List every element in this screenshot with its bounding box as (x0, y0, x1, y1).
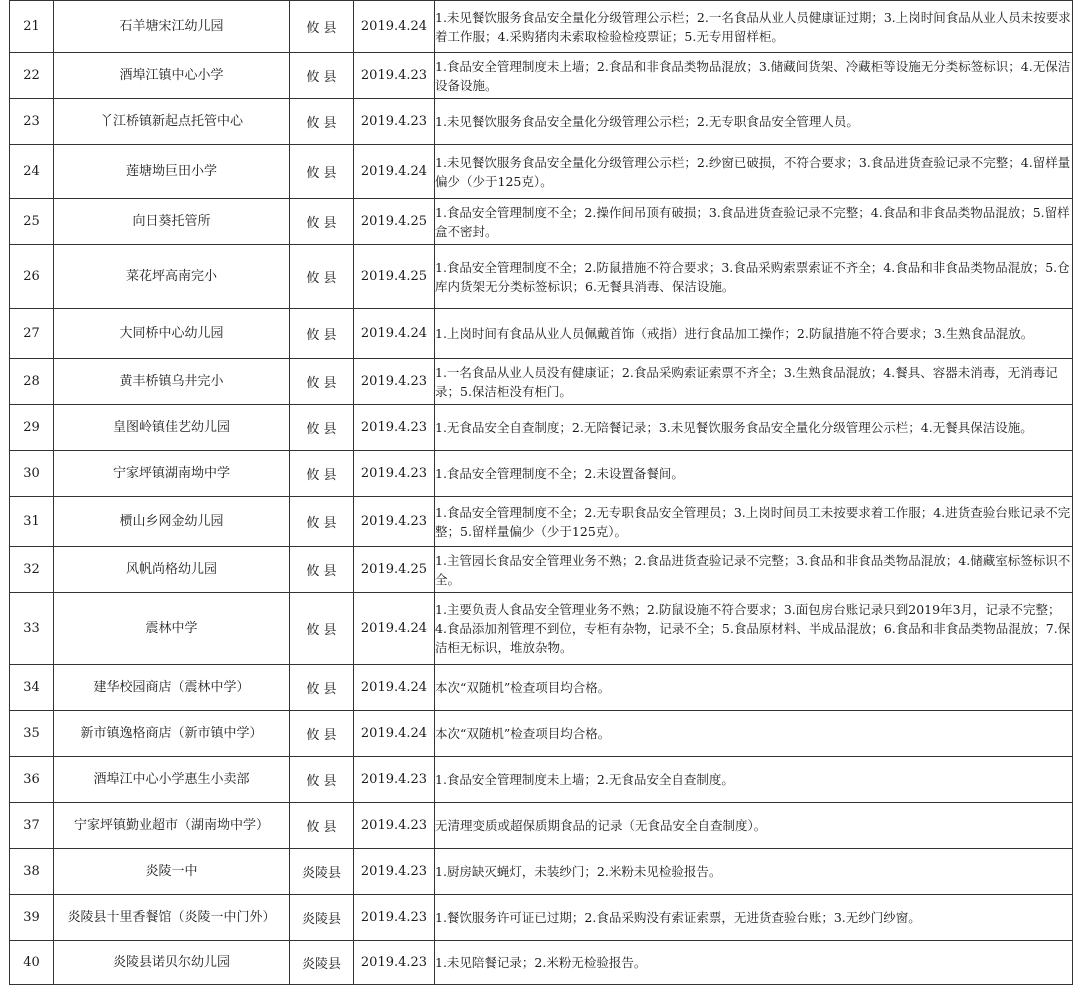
unit-name: 槚山乡网金幼儿园 (119, 513, 224, 529)
issues-text: 1.食品安全管理制度不全；2.未设置备餐间。 (435, 466, 684, 481)
table-row (10, 53, 1073, 99)
row-number-cell (10, 359, 54, 405)
unit-name: 向日葵托管所 (132, 213, 211, 229)
county-cell (290, 941, 354, 985)
table-row (10, 145, 1073, 199)
inspection-date-cell (354, 309, 435, 359)
unit-name-cell (54, 145, 290, 199)
inspection-date-cell (354, 895, 435, 941)
inspection-date: 2019.4.25 (360, 562, 428, 577)
inspection-date-cell (354, 359, 435, 405)
issues-text-cell (435, 145, 1073, 199)
table-row (10, 941, 1073, 985)
issues-text-cell (435, 1, 1073, 53)
unit-name-cell (54, 245, 290, 309)
issues-text: 1.一名食品从业人员没有健康证；2.食品采购索证索票不齐全；3.生熟食品混放；4.餐具、容器未消毒，无消毒记录；5.保洁柜没有柜门。 (435, 364, 1058, 399)
inspection-date-cell (354, 849, 435, 895)
unit-name: 丫江桥镇新起点托管中心 (99, 113, 243, 129)
county-cell (290, 547, 354, 593)
issues-text: 1.主要负责人食品安全管理业务不熟；2.防鼠设施不符合要求；3.面包房台账记录只到2019年3月，记录不完整；4.食品添加剂管理不到位，专柜有杂物，记录不全；5.食品原材料、半成品混放；6.食品和非食品类物品混放；7.保洁柜无标识，堆放杂物。 (435, 602, 1071, 655)
row-number: 37 (23, 818, 40, 833)
issues-text-cell (435, 199, 1073, 245)
row-number: 36 (23, 772, 40, 787)
unit-name-cell (54, 405, 290, 451)
table-row (10, 199, 1073, 245)
county: 攸 县 (306, 166, 337, 181)
unit-name-cell (54, 359, 290, 405)
unit-name: 酒埠江镇中心小学 (119, 67, 224, 83)
row-number-cell (10, 941, 54, 985)
issues-text-cell (435, 547, 1073, 593)
issues-text-cell (435, 245, 1073, 309)
row-number: 28 (23, 374, 40, 389)
county-cell (290, 199, 354, 245)
county: 攸 县 (306, 328, 337, 343)
county: 炎陵县 (301, 912, 341, 927)
unit-name-cell (54, 547, 290, 593)
county: 攸 县 (306, 422, 337, 437)
row-number: 40 (23, 955, 40, 970)
unit-name-cell (54, 99, 290, 145)
table-row (10, 803, 1073, 849)
inspection-date: 2019.4.25 (360, 269, 428, 284)
county: 攸 县 (306, 774, 337, 789)
row-number: 38 (23, 864, 40, 879)
unit-name-cell (54, 895, 290, 941)
county-cell (290, 1, 354, 53)
inspection-date-cell (354, 803, 435, 849)
row-number-cell (10, 53, 54, 99)
unit-name: 石羊塘宋江幼儿园 (119, 18, 224, 34)
row-number: 32 (23, 562, 40, 577)
county-cell (290, 849, 354, 895)
inspection-date-cell (354, 405, 435, 451)
unit-name: 震林中学 (145, 620, 198, 636)
county: 攸 县 (306, 271, 337, 286)
inspection-table-body (10, 1, 1073, 985)
issues-text-cell (435, 711, 1073, 757)
county: 攸 县 (306, 116, 337, 131)
inspection-date-cell (354, 547, 435, 593)
inspection-date-cell (354, 941, 435, 985)
row-number-cell (10, 547, 54, 593)
issues-text-cell (435, 99, 1073, 145)
issues-text: 1.未见陪餐记录；2.米粉无检验报告。 (435, 955, 647, 970)
issues-text-cell (435, 359, 1073, 405)
county: 攸 县 (306, 564, 337, 579)
row-number: 24 (23, 164, 40, 179)
county-cell (290, 53, 354, 99)
row-number: 31 (23, 514, 40, 529)
issues-text-cell (435, 593, 1073, 665)
unit-name-cell (54, 849, 290, 895)
inspection-date: 2019.4.23 (360, 514, 428, 529)
inspection-date-cell (354, 99, 435, 145)
issues-text: 1.食品安全管理制度未上墙；2.食品和非食品类物品混放；3.储藏间货架、冷藏柜等设施无分类标签标识；4.无保洁设备设施。 (435, 58, 1071, 93)
row-number: 34 (23, 680, 40, 695)
county: 炎陵县 (301, 866, 341, 881)
row-number: 35 (23, 726, 40, 741)
inspection-date-cell (354, 1, 435, 53)
issues-text-cell (435, 757, 1073, 803)
county: 攸 县 (306, 682, 337, 697)
unit-name-cell (54, 1, 290, 53)
unit-name-cell (54, 711, 290, 757)
unit-name: 宁家坪镇勤业超市（湖南坳中学） (73, 817, 269, 833)
county-cell (290, 405, 354, 451)
row-number-cell (10, 593, 54, 665)
unit-name-cell (54, 53, 290, 99)
table-row (10, 711, 1073, 757)
county: 攸 县 (306, 516, 337, 531)
inspection-date: 2019.4.24 (360, 680, 428, 695)
inspection-date: 2019.4.23 (360, 466, 428, 481)
unit-name: 黄丰桥镇乌井完小 (119, 373, 224, 389)
county: 攸 县 (306, 468, 337, 483)
row-number-cell (10, 1, 54, 53)
county-cell (290, 245, 354, 309)
inspection-date-cell (354, 497, 435, 547)
unit-name-cell (54, 451, 290, 497)
row-number-cell (10, 757, 54, 803)
row-number: 39 (23, 910, 40, 925)
row-number-cell (10, 711, 54, 757)
county: 攸 县 (306, 376, 337, 391)
issues-text-cell (435, 451, 1073, 497)
county-cell (290, 497, 354, 547)
table-row (10, 849, 1073, 895)
issues-text-cell (435, 941, 1073, 985)
county-cell (290, 359, 354, 405)
issues-text: 本次“双随机”检查项目均合格。 (435, 680, 611, 695)
row-number-cell (10, 451, 54, 497)
unit-name: 大同桥中心幼儿园 (119, 325, 224, 341)
issues-text: 1.未见餐饮服务食品安全量化分级管理公示栏；2.无专职食品安全管理人员。 (435, 114, 859, 129)
inspection-date: 2019.4.24 (360, 164, 428, 179)
table-row (10, 245, 1073, 309)
inspection-date: 2019.4.23 (360, 864, 428, 879)
issues-text-cell (435, 497, 1073, 547)
unit-name-cell (54, 941, 290, 985)
issues-text: 1.餐饮服务许可证已过期；2.食品采购没有索证索票，无进货查验台账；3.无纱门纱窗。 (435, 910, 921, 925)
unit-name: 炎陵县十里香餐馆（炎陵一中门外） (67, 909, 276, 925)
row-number-cell (10, 145, 54, 199)
unit-name-cell (54, 497, 290, 547)
inspection-date-cell (354, 665, 435, 711)
issues-text: 1.未见餐饮服务食品安全量化分级管理公示栏；2.一名食品从业人员健康证过期；3.上岗时间食品从业人员未按要求着工作服；4.采购猪肉未索取检验检疫票证；5.无专用留样柜。 (435, 9, 1071, 44)
unit-name-cell (54, 199, 290, 245)
county-cell (290, 593, 354, 665)
issues-text: 1.食品安全管理制度未上墙；2.无食品安全自查制度。 (435, 772, 734, 787)
unit-name: 炎陵县诺贝尔幼儿园 (112, 954, 230, 970)
county-cell (290, 895, 354, 941)
issues-text-cell (435, 309, 1073, 359)
table-row (10, 359, 1073, 405)
inspection-date: 2019.4.24 (360, 621, 428, 636)
unit-name: 皇图岭镇佳艺幼儿园 (112, 419, 230, 435)
issues-text-cell (435, 405, 1073, 451)
inspection-date-cell (354, 451, 435, 497)
county: 攸 县 (306, 70, 337, 85)
inspection-date-cell (354, 145, 435, 199)
issues-text: 1.食品安全管理制度不全；2.操作间吊顶有破损；3.食品进货查验记录不完整；4.食品和非食品类物品混放；5.留样盒不密封。 (435, 204, 1070, 239)
row-number-cell (10, 803, 54, 849)
inspection-date-cell (354, 593, 435, 665)
row-number: 26 (23, 269, 40, 284)
table-row (10, 405, 1073, 451)
row-number: 33 (23, 621, 40, 636)
county-cell (290, 309, 354, 359)
issues-text: 1.上岗时间有食品从业人员佩戴首饰（戒指）进行食品加工操作；2.防鼠措施不符合要求；3.生熟食品混放。 (435, 326, 1034, 341)
row-number: 25 (23, 214, 40, 229)
inspection-date: 2019.4.23 (360, 114, 428, 129)
inspection-date: 2019.4.24 (360, 326, 428, 341)
unit-name: 宁家坪镇湖南坳中学 (112, 465, 230, 481)
unit-name-cell (54, 593, 290, 665)
county: 攸 县 (306, 820, 337, 835)
inspection-table (9, 0, 1073, 985)
inspection-date-cell (354, 757, 435, 803)
issues-text: 1.无食品安全自查制度；2.无陪餐记录；3.未见餐饮服务食品安全量化分级管理公示栏；4.无餐具保洁设施。 (435, 420, 1033, 435)
unit-name: 建华校园商店（震林中学） (93, 679, 250, 695)
unit-name-cell (54, 803, 290, 849)
unit-name: 风帆尚格幼儿园 (125, 561, 217, 577)
row-number: 23 (23, 114, 40, 129)
inspection-date-cell (354, 53, 435, 99)
county-cell (290, 451, 354, 497)
issues-text: 无清理变质或超保质期食品的记录（无食品安全自查制度）。 (435, 818, 767, 833)
issues-text-cell (435, 53, 1073, 99)
inspection-date-cell (354, 199, 435, 245)
unit-name: 炎陵一中 (145, 863, 198, 879)
row-number-cell (10, 245, 54, 309)
issues-text-cell (435, 895, 1073, 941)
inspection-date: 2019.4.24 (360, 19, 428, 34)
table-row (10, 99, 1073, 145)
table-row (10, 1, 1073, 53)
issues-text: 1.食品安全管理制度不全；2.无专职食品安全管理员；3.上岗时间员工未按要求着工作服；4.进货查验台账记录不完整；5.留样量偏少（少于125克）。 (435, 504, 1071, 539)
table-row (10, 497, 1073, 547)
table-row (10, 895, 1073, 941)
issues-text-cell (435, 803, 1073, 849)
row-number-cell (10, 99, 54, 145)
inspection-date: 2019.4.23 (360, 955, 428, 970)
row-number-cell (10, 895, 54, 941)
row-number: 22 (23, 68, 40, 83)
table-row (10, 665, 1073, 711)
unit-name-cell (54, 665, 290, 711)
county: 攸 县 (306, 21, 337, 36)
row-number: 29 (23, 420, 40, 435)
table-row (10, 309, 1073, 359)
unit-name: 酒埠江中心小学惠生小卖部 (93, 771, 250, 787)
unit-name: 莲塘坳巨田小学 (125, 163, 217, 179)
row-number: 30 (23, 466, 40, 481)
row-number-cell (10, 199, 54, 245)
row-number-cell (10, 665, 54, 711)
issues-text: 本次“双随机”检查项目均合格。 (435, 726, 611, 741)
unit-name-cell (54, 757, 290, 803)
row-number-cell (10, 497, 54, 547)
county: 攸 县 (306, 623, 337, 638)
issues-text: 1.厨房缺灭蝇灯，未装纱门；2.米粉未见检验报告。 (435, 864, 722, 879)
inspection-date: 2019.4.23 (360, 420, 428, 435)
inspection-date: 2019.4.24 (360, 726, 428, 741)
inspection-date: 2019.4.23 (360, 910, 428, 925)
row-number-cell (10, 849, 54, 895)
row-number: 27 (23, 326, 40, 341)
county-cell (290, 711, 354, 757)
county-cell (290, 145, 354, 199)
issues-text: 1.主管园长食品安全管理业务不熟；2.食品进货查验记录不完整；3.食品和非食品类物品混放；4.储藏室标签标识不全。 (435, 552, 1071, 587)
table-row (10, 451, 1073, 497)
inspection-date: 2019.4.23 (360, 772, 428, 787)
inspection-date: 2019.4.23 (360, 818, 428, 833)
county-cell (290, 757, 354, 803)
county-cell (290, 99, 354, 145)
table-row (10, 547, 1073, 593)
county: 炎陵县 (301, 957, 341, 972)
county: 攸 县 (306, 728, 337, 743)
county: 攸 县 (306, 216, 337, 231)
county-cell (290, 803, 354, 849)
inspection-date: 2019.4.25 (360, 214, 428, 229)
inspection-date-cell (354, 245, 435, 309)
row-number-cell (10, 405, 54, 451)
unit-name-cell (54, 309, 290, 359)
table-row (10, 593, 1073, 665)
county-cell (290, 665, 354, 711)
row-number-cell (10, 309, 54, 359)
inspection-date: 2019.4.23 (360, 68, 428, 83)
issues-text: 1.未见餐饮服务食品安全量化分级管理公示栏；2.纱窗已破损，不符合要求；3.食品进货查验记录不完整；4.留样量偏少（少于125克）。 (435, 154, 1071, 189)
table-row (10, 757, 1073, 803)
issues-text-cell (435, 849, 1073, 895)
issues-text-cell (435, 665, 1073, 711)
unit-name: 新市镇逸格商店（新市镇中学） (80, 725, 263, 741)
row-number: 21 (23, 19, 40, 34)
issues-text: 1.食品安全管理制度不全；2.防鼠措施不符合要求；3.食品采购索票索证不齐全；4.食品和非食品类物品混放；5.仓库内货架无分类标签标识；6.无餐具消毒、保洁设施。 (435, 259, 1070, 294)
inspection-date-cell (354, 711, 435, 757)
inspection-date: 2019.4.23 (360, 374, 428, 389)
unit-name: 菜花坪高南完小 (125, 268, 217, 284)
